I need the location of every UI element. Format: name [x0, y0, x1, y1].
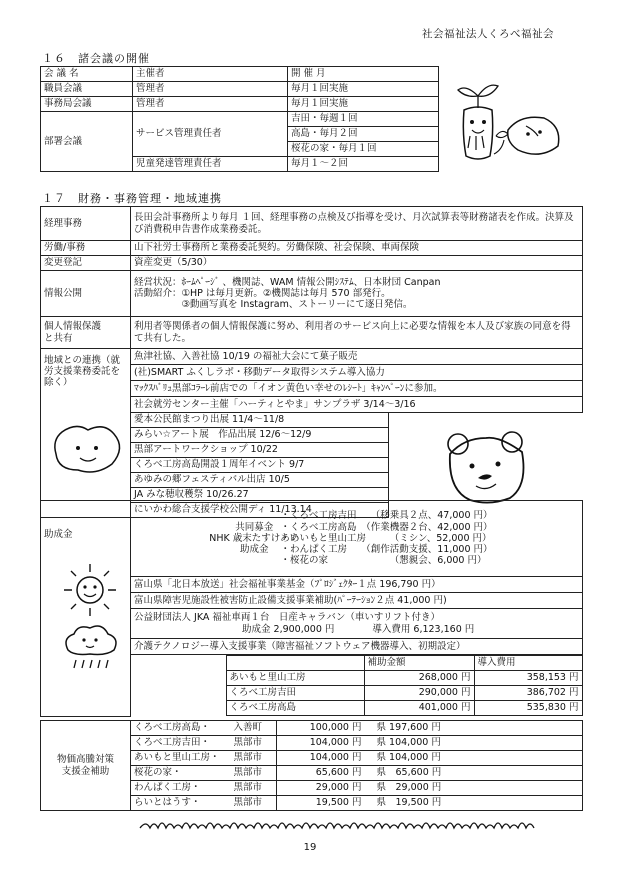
joho-line: 経営状況：ﾎｰﾑﾍﾟｰｼﾞ 、機関誌、WAM 情報公開ｼｽﾃﾑ、日本財団 Canpan — [134, 276, 441, 288]
chiiki-item: みらい☆アート展 作品出展 12/6～12/9 — [131, 428, 389, 443]
dept-meeting-freq: 吉田・毎週１回 — [288, 112, 439, 127]
bukka-amount: 29,000 円 — [277, 781, 365, 796]
bukka-name: らいとはうす・ — [131, 796, 231, 811]
kaigo-hojo: 401,000 円 — [364, 701, 474, 716]
bukka-ken: 県 19,500 円 — [365, 796, 583, 811]
henko-label: 変更登記 — [41, 256, 131, 271]
bear-doodle-icon — [440, 430, 532, 506]
chiiki-item: あゆみの郷フェスティバル出店 10/5 — [131, 473, 389, 488]
kyodo-item: ・わんぱく工房 （創作活動支援、11,000 円） — [280, 544, 493, 556]
dept-meeting-freq-child: 毎月１～２回 — [288, 157, 439, 172]
bukka-amount: 104,000 円 — [277, 736, 365, 751]
chiiki-item: ﾏｯｸｽﾊﾞﾘｭ黒部ｺﾗｰﾚ前店での「イオン黄色い幸せのﾚｼｰﾄ」ｷｬﾝﾍﾟｰﾝに参加。 — [131, 381, 583, 397]
kojin-text: 利用者等関係者の個人情報保護に努め、利用者のサービス向上に必要な情報を本人及び家族の同意を得て共有した。 — [131, 317, 583, 349]
kaigo-head: 補助金額 — [364, 656, 474, 671]
toyama-hojo: 富山県障害児施設性被害防止設備支援事業補助(ﾊﾟｰﾃｰｼｮﾝ２点 41,000 円) — [131, 593, 583, 609]
dept-meeting-name: 部署会議 — [41, 112, 133, 172]
sun-doodle-icon — [60, 560, 120, 620]
kaigo-table — [226, 655, 583, 716]
chiiki-item: くろべ工房高島開設１周年イベント 9/7 — [131, 458, 389, 473]
bukka-ken: 県 29,000 円 — [365, 781, 583, 796]
bukka-city: 黒部市 — [231, 766, 277, 781]
kaigo-hojo: 290,000 円 — [364, 686, 474, 701]
kyodo-item: ・くろべ工房吉田 （移乗具２点、47,000 円） — [280, 510, 493, 522]
kyodo-label: 助成金 — [239, 544, 269, 556]
roumu-label: 労働/事務 — [41, 241, 131, 256]
blob-face-doodle-icon — [48, 420, 128, 480]
bukka-ken: 県 197,600 円 — [365, 721, 583, 736]
bukka-city: 黒部市 — [231, 736, 277, 751]
chiiki-item: (社)SMART ふくしラボ・移動データ取得システム導入協力 — [131, 365, 583, 381]
kojin-label: 個人情報保護 — [44, 321, 102, 333]
kojin-label: と共有 — [44, 332, 73, 344]
kyodo-item: ・あいもと里山工房 （ミシン、52,000 円） — [280, 532, 492, 544]
roumu-text: 山下社労士事務所と業務委託契約。労働保険、社会保険、車両保険 — [131, 241, 583, 256]
bukka-amount: 19,500 円 — [277, 796, 365, 811]
keiri-label: 経理事務 — [41, 207, 131, 241]
bukka-label: 物価高騰対策 — [56, 754, 114, 766]
bukka-label: 支援金補助 — [61, 765, 110, 777]
bukka-city: 黒部市 — [231, 751, 277, 766]
finance-table — [40, 206, 583, 349]
kaigo-hiyo: 358,153 円 — [474, 671, 582, 686]
dept-meeting-host-service: サービス管理責任者 — [133, 112, 288, 157]
bukka-amount: 65,600 円 — [277, 766, 365, 781]
kaigo-head: 導入費用 — [474, 656, 582, 671]
section-17-title: １７ 財務・事務管理・地域連携 — [42, 192, 222, 205]
rain-cloud-doodle-icon — [58, 622, 122, 672]
bukka-amount: 100,000 円 — [277, 721, 365, 736]
meeting-host: 管理者 — [133, 97, 288, 112]
kaigo-name: くろべ工房吉田 — [226, 686, 364, 701]
chiiki-item: JA みな穂収穫祭 10/26.27 — [131, 488, 389, 503]
meeting-head-name: 会 議 名 — [41, 67, 133, 82]
bukka-name: くろべ工房高島・ — [131, 721, 231, 736]
kaigo-hiyo: 386,702 円 — [474, 686, 582, 701]
chiiki-item: 魚津社協、入善社協 10/19 の福祉大会にて菓子販売 — [131, 349, 583, 365]
chiiki-label-text: 地域との連携（就労支援業務委託を除く） — [44, 355, 121, 389]
jka-line: 助成金 2,900,000 円 導入費用 6,123,160 円 — [242, 623, 475, 635]
henko-text: 資産変更（5/30） — [131, 256, 583, 271]
grass-line-doodle-icon — [140, 816, 540, 836]
toyama-kikin: 富山県「北日本放送」社会福祉事業基金（ﾌﾟﾛｼﾞｪｸﾀｰ１点 196,790 円） — [131, 577, 583, 593]
kyodo-item: ・桜花の家 （懇親会、6,000 円） — [280, 555, 487, 567]
kaigo-hiyo: 535,830 円 — [474, 701, 582, 716]
bukka-city: 黒部市 — [231, 781, 277, 796]
page-number: 19 — [303, 842, 317, 853]
bukka-amount: 104,000 円 — [277, 751, 365, 766]
chiiki-item: 黒部アートワークショップ 10/22 — [131, 443, 389, 458]
kyodo-label: NHK 歳末たすけあい — [209, 532, 300, 544]
dept-meeting-host-child: 児童発達管理責任者 — [133, 157, 288, 172]
meeting-head-freq: 開 催 月 — [288, 67, 439, 82]
joho-line: ③動画写真を Instagram、ストーリーにて逐日発信。 — [134, 299, 413, 311]
dept-meeting-freq: 桜花の家・毎月１回 — [288, 142, 439, 157]
joho-label: 情報公開 — [41, 271, 131, 317]
kaigo-name: あいもと里山工房 — [226, 671, 364, 686]
section-16-title: １６ 諸会議の開催 — [42, 52, 150, 65]
plant-doodle-icon — [448, 76, 508, 166]
leaf-doodle-icon — [500, 106, 570, 166]
meeting-head-host: 主催者 — [133, 67, 288, 82]
kyodo-item: ・くろべ工房高島 （作業機器２台、42,000 円） — [280, 521, 493, 533]
bukka-ken: 県 65,600 円 — [365, 766, 583, 781]
meeting-name: 職員会議 — [41, 82, 133, 97]
josei-label: 助成金 — [41, 501, 131, 717]
bukka-table — [40, 720, 583, 811]
bukka-name: くろべ工房吉田・ — [131, 736, 231, 751]
meeting-freq: 毎月１回実施 — [288, 82, 439, 97]
bukka-city: 入善町 — [231, 721, 277, 736]
meeting-host: 管理者 — [133, 82, 288, 97]
meeting-name: 事務局会議 — [41, 97, 133, 112]
joho-line: 活動紹介：①HP は毎月更新。②機関誌は毎月 570 部発行。 — [134, 287, 391, 299]
bukka-name: 桜花の家・ — [131, 766, 231, 781]
meeting-freq: 毎月１回実施 — [288, 97, 439, 112]
chiiki-item: にいかわ総合支援学校公開ディ 11/13.14 — [131, 503, 389, 518]
kyodo-label: 共同募金 — [235, 521, 274, 533]
kaigo-name: くろべ工房高島 — [226, 701, 364, 716]
kaigo-hojo: 268,000 円 — [364, 671, 474, 686]
bukka-ken: 県 104,000 円 — [365, 751, 583, 766]
bukka-ken: 県 104,000 円 — [365, 736, 583, 751]
bukka-name: わんぱく工房・ — [131, 781, 231, 796]
josei-table — [40, 500, 583, 717]
keiri-text: 長田会計事務所より毎月 １回、経理事務の点検及び指導を受け、月次試算表等財務諸表を作成。決算及び消費税申告書作成業務委託。 — [131, 207, 583, 241]
chiiki-item: 社会就労センター主催「ハーティとやま」サンプラザ 3/14～3/16 — [131, 397, 583, 413]
bukka-name: あいもと里山工房・ — [131, 751, 231, 766]
kaigo-title: 介護テクノロジー導入支援事業（障害福祉ソフトウェア機器導入、初期設定） — [131, 639, 583, 655]
bukka-city: 黒部市 — [231, 796, 277, 811]
dept-meeting-freq: 高島・毎月２回 — [288, 127, 439, 142]
chiiki-item: 愛本公民館まつり出展 11/4～11/8 — [131, 413, 389, 428]
meeting-table — [40, 66, 439, 172]
jka-line: 公益財団法人 JKA 福祉車両１台 日産キャラバン（車いすリフト付き） — [134, 612, 441, 624]
page-header-org: 社会福祉法人くろべ福祉会 — [422, 28, 554, 40]
